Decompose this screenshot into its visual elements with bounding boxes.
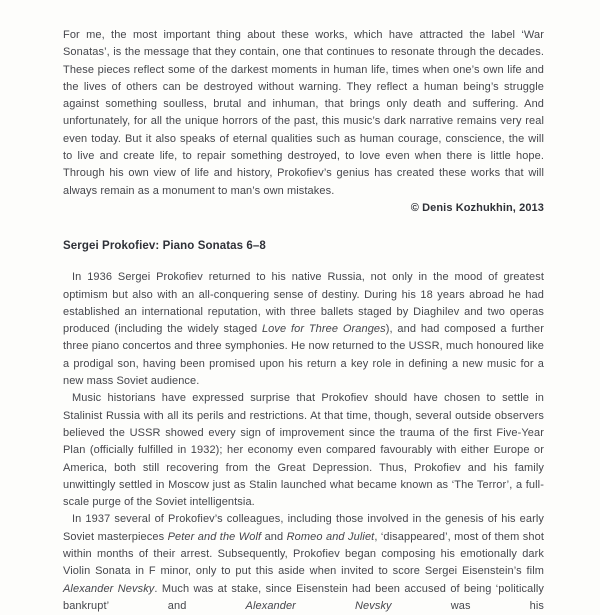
article-paragraph-2: Music historians have expressed surprise that Prokofiev should have chosen to settle in Stalinist Russia with all its perils and restrictions. At that time, though, several outside observers believed the USSR showed every sign of improvement since the trauma of the first Five-Year Plan (officially fulfilled in 1932); her economy even compared favourably with either Europe or America, both still recovering from the Great Depression. Thus, Prokofiev and his family unwittingly settled in Moscow just as Stalin launched what became known as ‘The Terror’, a full-scale purge of the Soviet intelligentsia. bbox=[63, 392, 544, 509]
attribution-credit: © Denis Kozhukhin, 2013 bbox=[410, 201, 544, 214]
article-paragraph-1: In 1936 Sergei Prokofiev returned to his native Russia, not only in the mood of greatest optimism but also with an all-conquering sense of destiny. During his 18 years abroad he had established an international reputation, with three ballets staged by Diaghilev and two operas produced (including the widely staged Love for Three Oranges), and had composed a further three piano concertos and three symphonies. He now returned to the USSR, much honoured like a prodigal son, having been promised upon his return a key role in defining a new music for a new mass Soviet audience. bbox=[63, 271, 545, 388]
article-paragraph-3: In 1937 several of Prokofiev’s colleagues, including those involved in the genesis of his early Soviet masterpieces Peter and the Wolf and Romeo and Juliet, ‘disappeared’, most of them shot within months of their arrest. Subsequently, Prokofiev began composing his emotionally dark Violin Sonata in F minor, only to put this aside when invited to score Sergei Eisenstein’s film Alexander Nevsky. Much was at stake, since Eisenstein had been accused of being ‘politically bankrupt’ and Alexander Nevsky was his bbox=[63, 513, 545, 612]
section-heading: Sergei Prokofiev: Piano Sonatas 6–8 bbox=[63, 240, 266, 253]
intro-paragraph: For me, the most important thing about these works, which have attracted the label ‘War Sonatas’, is the message that they contain, one that continues to resonate through the decades. These pieces reflect some of the darkest moments in human life, times when one’s own life and the lives of others can be destroyed without warning. They reflect a human being’s struggle against something soulless, brutal and inhuman, that brings only death and suffering. And unfortunately, for all the unique horrors of the past, this music’s dark narrative remains very real even today. But it also speaks of eternal qualities such as human courage, conscience, the will to live and create life, to repair something destroyed, to love even when there is little hope. Through his own view of life and history, Prokofiev’s genius has created these works that will always remain as a monument to man’s own mistakes. bbox=[63, 29, 544, 197]
